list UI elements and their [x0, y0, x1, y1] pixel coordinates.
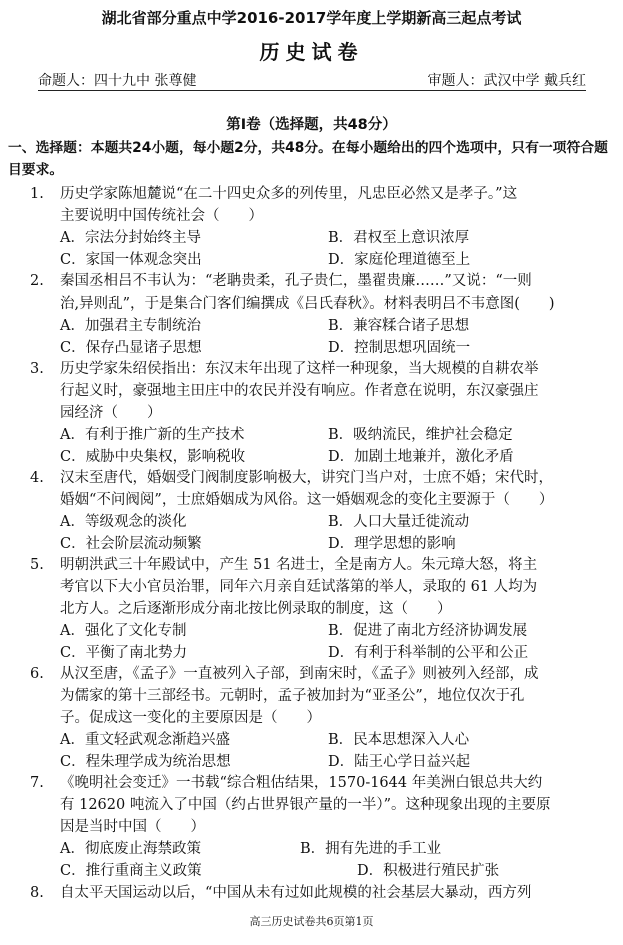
option-c: C．社会阶层流动频繁 [60, 536, 202, 552]
question-text-line: 明朝洪武三十年殿试中，产生 51 名进士，全是南方人。朱元璋大怒，将主 [60, 557, 538, 573]
setter-label: 命题人：四十九中 张尊健 [38, 73, 197, 89]
option-c: C．推行重商主义政策 [60, 863, 202, 879]
option-a: A．重文轻武观念渐趋兴盛 [60, 732, 230, 748]
question-text-line: 从汉至唐，《孟子》一直被列入子部，到南宋时，《孟子》则被列入经部，成 [60, 666, 539, 682]
question-number: 6. [30, 666, 44, 682]
question-text-line: 因是当时中国（ ） [60, 819, 205, 835]
option-d: D．加剧土地兼并，激化矛盾 [328, 449, 514, 465]
section-title: 第Ⅰ卷（选择题，共48分） [226, 117, 397, 133]
option-b: B．民本思想深入人心 [328, 732, 470, 748]
option-b: B．促进了南北方经济协调发展 [328, 623, 528, 639]
option-a: A．等级观念的淡化 [60, 514, 187, 530]
question-number: 1. [30, 186, 44, 202]
question-text-line: 秦国丞相吕不韦认为：“老聃贵柔，孔子贵仁，墨翟贵廉……”又说：“一则 [60, 273, 532, 289]
exam-subtitle: 历史试卷 [259, 40, 364, 64]
option-a: A．宗法分封始终主导 [60, 230, 201, 246]
option-a: A．有利于推广新的生产技术 [60, 427, 245, 443]
author-line [38, 70, 586, 91]
question-text-line: 主要说明中国传统社会（ ） [60, 208, 263, 224]
exam-title: 湖北省部分重点中学2016-2017学年度上学期新高三起点考试 [101, 9, 522, 27]
option-c: C．程朱理学成为统治思想 [60, 754, 231, 770]
question-text-line: 汉末至唐代，婚姻受门阀制度影响极大，讲究门当户对，士庶不婚；宋代时， [60, 470, 553, 486]
question-text-line: 历史学家陈旭麓说“在二十四史众多的列传里，凡忠臣必然又是孝子。”这 [60, 186, 518, 202]
option-c: C．家国一体观念突出 [60, 252, 202, 268]
option-b: B．君权至上意识浓厚 [328, 230, 470, 246]
question-text-line: 北方人。之后逐渐形成分南北按比例录取的制度，这（ ） [60, 601, 452, 617]
question-text-line: 治,异则乱”，于是集合门客们编撰成《吕氏春秋》。材料表明吕不韦意图( ) [60, 296, 555, 312]
option-b: B．吸纳流民，维护社会稳定 [328, 427, 513, 443]
option-b: B．兼容糅合诸子思想 [328, 318, 470, 334]
question-number: 8. [30, 885, 44, 901]
option-d: D．控制思想巩固统一 [328, 340, 471, 356]
question-text-line: 考官以下大小官员治罪，同年六月亲自廷试落第的举人，录取的 61 人均为 [60, 579, 538, 595]
option-d: D．积极进行殖民扩张 [357, 863, 500, 879]
option-d: D．陆王心学日益兴起 [328, 754, 471, 770]
question-text-line: 婚姻“不问阀阅”，士庶婚姻成为风俗。这一婚姻观念的变化主要源于（ ） [60, 492, 554, 508]
option-a: A．彻底废止海禁政策 [60, 841, 201, 857]
option-d: D．家庭伦理道德至上 [328, 252, 471, 268]
reviewer-label: 审题人：武汉中学 戴兵红 [427, 73, 586, 89]
question-text-line: 《晚明社会变迁》一书载“综合粗估结果，1570-1644 年美洲白银总共大约 [60, 775, 543, 791]
option-b: B．人口大量迁徙流动 [328, 514, 470, 530]
section-instructions: 一、选择题：本题共24小题，每小题2分，共48分。在每小题给出的四个选项中，只有一项符合题目要求。 [8, 140, 608, 178]
question-number: 3. [30, 361, 44, 377]
option-c: C．威胁中央集权，影响税收 [60, 449, 246, 465]
question-number: 2. [30, 273, 44, 289]
option-c: C．保存凸显诸子思想 [60, 340, 202, 356]
option-b: B．拥有先进的手工业 [300, 841, 442, 857]
question-number: 7. [30, 775, 44, 791]
option-a: A．加强君主专制统治 [60, 318, 201, 334]
option-a: A．强化了文化专制 [60, 623, 187, 639]
question-text-line: 子。促成这一变化的主要原因是（ ） [60, 710, 321, 726]
question-text-line: 行起义时，豪强地主田庄中的农民并没有响应。作者意在说明，东汉豪强庄 [60, 383, 539, 399]
question-text-line: 自太平天国运动以后，“中国从未有过如此规模的社会基层大暴动，西方列 [60, 885, 532, 901]
option-c: C．平衡了南北势力 [60, 645, 188, 661]
question-number: 4. [30, 470, 44, 486]
question-text-line: 为儒家的第十三部经书。元朝时，孟子被加封为“亚圣公”，地位仅次于孔 [60, 688, 525, 704]
question-text-line: 园经济（ ） [60, 405, 162, 421]
option-d: D．理学思想的影响 [328, 536, 456, 552]
option-d: D．有利于科举制的公平和公正 [328, 645, 529, 661]
question-number: 5. [30, 557, 44, 573]
question-text-line: 有 12620 吨流入了中国（约占世界银产量的一半）”。这种现象出现的主要原 [60, 797, 551, 813]
question-text-line: 历史学家朱绍侯指出：东汉末年出现了这样一种现象，当大规模的自耕农举 [60, 361, 539, 377]
page-footer: 高三历史试卷共6页第1页 [249, 915, 374, 928]
